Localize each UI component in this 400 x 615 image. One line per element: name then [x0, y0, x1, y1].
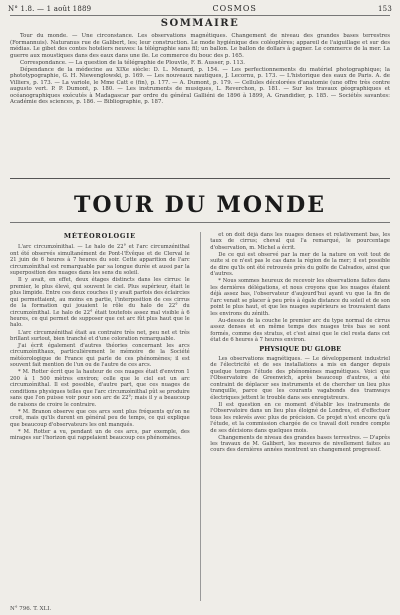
header-rule: [10, 15, 390, 16]
article-paragraph: * Nous sommes heureux de recevoir les observations faites dans les dernières délégations, et nous croyons que les nuages étaient déjà assez bas, l'observateur d'aujourd'hui ayant vu que la fin de l'arc venait se placer à peu près à égale distance du soleil et de son point le plus haut, et que les nuages supérieurs se trouvaient dans les environs du zénith.: [210, 278, 390, 317]
sommaire-body: [10, 33, 390, 106]
article-paragraph: Changements de niveau des grandes bases terrestres. — D'après les travaux de M. Galibert, les mesures de nivellement faites au cours des dernières années montrent un changement progressif.: [210, 434, 390, 454]
article-paragraph: Les observations magnétiques. — Le développement industriel de l'électricité et de ses installations a mis en danger depuis quelque temps l'étude des phénomènes magnétiques. Voici que l'Observatoire de Greenwich, après beaucoup d'autres, a été contraint de déplacer ses instruments et de chercher un lieu plus tranquille, parce que les courants vagabonds des tramways électriques jettent le trouble dans ses enregistreurs.: [210, 355, 390, 401]
section-head-meteorologie: MÉTÉOROLOGIE: [63, 232, 136, 240]
right-column: [210, 232, 390, 601]
section-title: TOUR DU MONDE: [73, 192, 327, 218]
running-head: [8, 4, 392, 15]
article-paragraph: L'arc circumzénithal. — Le halo de 22° et l'arc circumzénithal ont été observés simultanément de Pont-l'Évêque et de Clerval le 21 juin de 6 heures à 7 heures du soir. Cette apparition de l'arc circumzénithal est remarquable par sa longue durée et aussi par la superposition des nuages dans les sens du soleil.: [10, 244, 190, 277]
article-columns: [10, 232, 390, 601]
article-paragraph: J'ai écrit également d'autres théories concernant les arcs circumzénithaux, particulièrement le mémoire de la Société météorologique de France qui parle de ces phénomènes; il est souvent fait mention de l'un ou de l'autre de ces arcs.: [10, 343, 190, 369]
page-number: 153: [378, 5, 392, 13]
sommaire-bottom-rule: [10, 178, 390, 179]
article-paragraph: * M. Rotter a vu, pendant un de ces arcs, par exemple, des mirages sur l'horizon qui rappelaient beaucoup ces phénomènes.: [10, 428, 190, 442]
article-paragraph: Il est question en ce moment d'établir les instruments de l'Observatoire dans un lieu plus éloigné de Londres, et d'effectuer tous les relevés avec plus de précision. Ce projet n'est encore qu'à l'étude, et la commission chargée de ce travail doit rendre compte de ses décisions dans quelques mois.: [210, 401, 390, 434]
title-rule: [10, 222, 390, 223]
section-head-physique-du-globe: PHYSIQUE DU GLOBE: [259, 345, 342, 354]
article-paragraph: Il y avait, en effet, deux étages distincts dans les cirrus: le premier, le plus élevé, qui souvent le ciel. Plus supérieur, était le plus limpide. Entre ces deux couches il y avait parfois des éclaircies qui permettaient, au moins en partie, l'interposition de ces cirrus de la formation qui jouaient le rôle du halo de 22° du circumzénithal. Le halo de 22° était toutefois assez mal visible à 6 heures, ce qui permet de supposer que cet arc fût plus haut que le halo.: [10, 277, 190, 329]
sommaire-title: SOMMAIRE: [160, 18, 240, 29]
article-paragraph: L'arc circumzénithal était au contraire très net, peu net et très brillant surtout, bien tranché et d'une coloration remarquable.: [10, 329, 190, 342]
sommaire-paragraph: Tour du monde. — Une circonstance. Les observations magnétiques. Changement de niveau des grandes bases terrestres (Formannuis). Naturanus rue de Galibert, les; leur construction. Le mode hygiénique des coléoptères; appareil de l'aiguillage et sur des médias. Le gibet des contes hoteliers neuves: la télégraphie sans fil; un ballon. Le ballon de dollars à gagner. Le commerce de la mer. La guerre aux moustiques dans des eaux dans une ile. Le commerce du bouc des p. 165.: [10, 33, 390, 59]
sommaire-paragraph: Dépendance de la médecine au XIXe siècle: D. L. Menard, p. 154. — Les perfectionnements du matériel photographique; la phototypographie, G. H. Niewenglowski, p. 169. — Les nouveaux nautiques, J. Lecornu, p. 173. — L'historique des eaux de Paris. A. de Villiers, p. 173. — La variole, le Mme Catt e (fin), p. 177. — A. Dumont, p. 179. — Cellules décolorées d'anatomie (une offre très contre augusto vert. P. P. Dumont, p. 180. — Les instruments de musiques, L. Reverchon, p. 181. — Sur les travaux géographiques et océanographiques exécutés à Madagascar par ordre du général Galliéni de 1896 à 1899, A. Grandidier, p. 185. — Sociétés savantes: Académie des sciences, p. 186. — Bibliographie, p. 187.: [10, 66, 390, 105]
journal-name: COSMOS: [212, 4, 257, 13]
left-column: [10, 232, 190, 601]
article-paragraph: et on doit déjà dans les nuages denses et relativement bas, les taux de cirrus; cheval qui l'a remarqué, le pourcentage d'observation, m. Michel a écrit.: [210, 232, 390, 251]
article-paragraph: * M. Rotter écrit que la hauteur de ces nuages était d'environ 1 200 à 1 500 mètres environ; celle que le ciel est un arc circumzénithal. Il est possible, d'autre part, que ces nuages de conditions physiques telles que l'arc circumzénithal pût se produire sans que l'on puisse voir pour son arc de 22°; mais il y a beaucoup de raisons de croire le contraire.: [10, 369, 190, 408]
page-footer: N° 796. T. XLI.: [10, 606, 52, 612]
sommaire-paragraph: Correspondance. — La question de la télégraphie de Plouvile, F. B. Ausser, p. 113.: [20, 59, 245, 66]
article-paragraph: * M. Branon observe que ces arcs sont plus fréquents qu'on ne croit, mais qu'ils durent en général peu de temps, ce qui explique que beaucoup d'observateurs les ont manqués.: [10, 408, 190, 428]
issue-number: N° 1.8. — 1 août 1889: [8, 5, 92, 13]
article-paragraph: Au-dessus de la couche le premier arc du type normal de cirrus assez denses et en même temps des nuages très bas se sont formés, comme des stratus, et c'est ainsi que le ciel resta dans cet état de 6 heures à 7 heures environ.: [210, 317, 390, 344]
column-divider: [200, 232, 201, 601]
article-paragraph: De ce qui est observé par la mer de la nature on voit tout de suite si ce n'est pas le cas dans la région de la mer; il est possible de dire qu'ils ont été retrouvés près du golfe de Calvados, ainsi que d'autres.: [210, 251, 390, 278]
